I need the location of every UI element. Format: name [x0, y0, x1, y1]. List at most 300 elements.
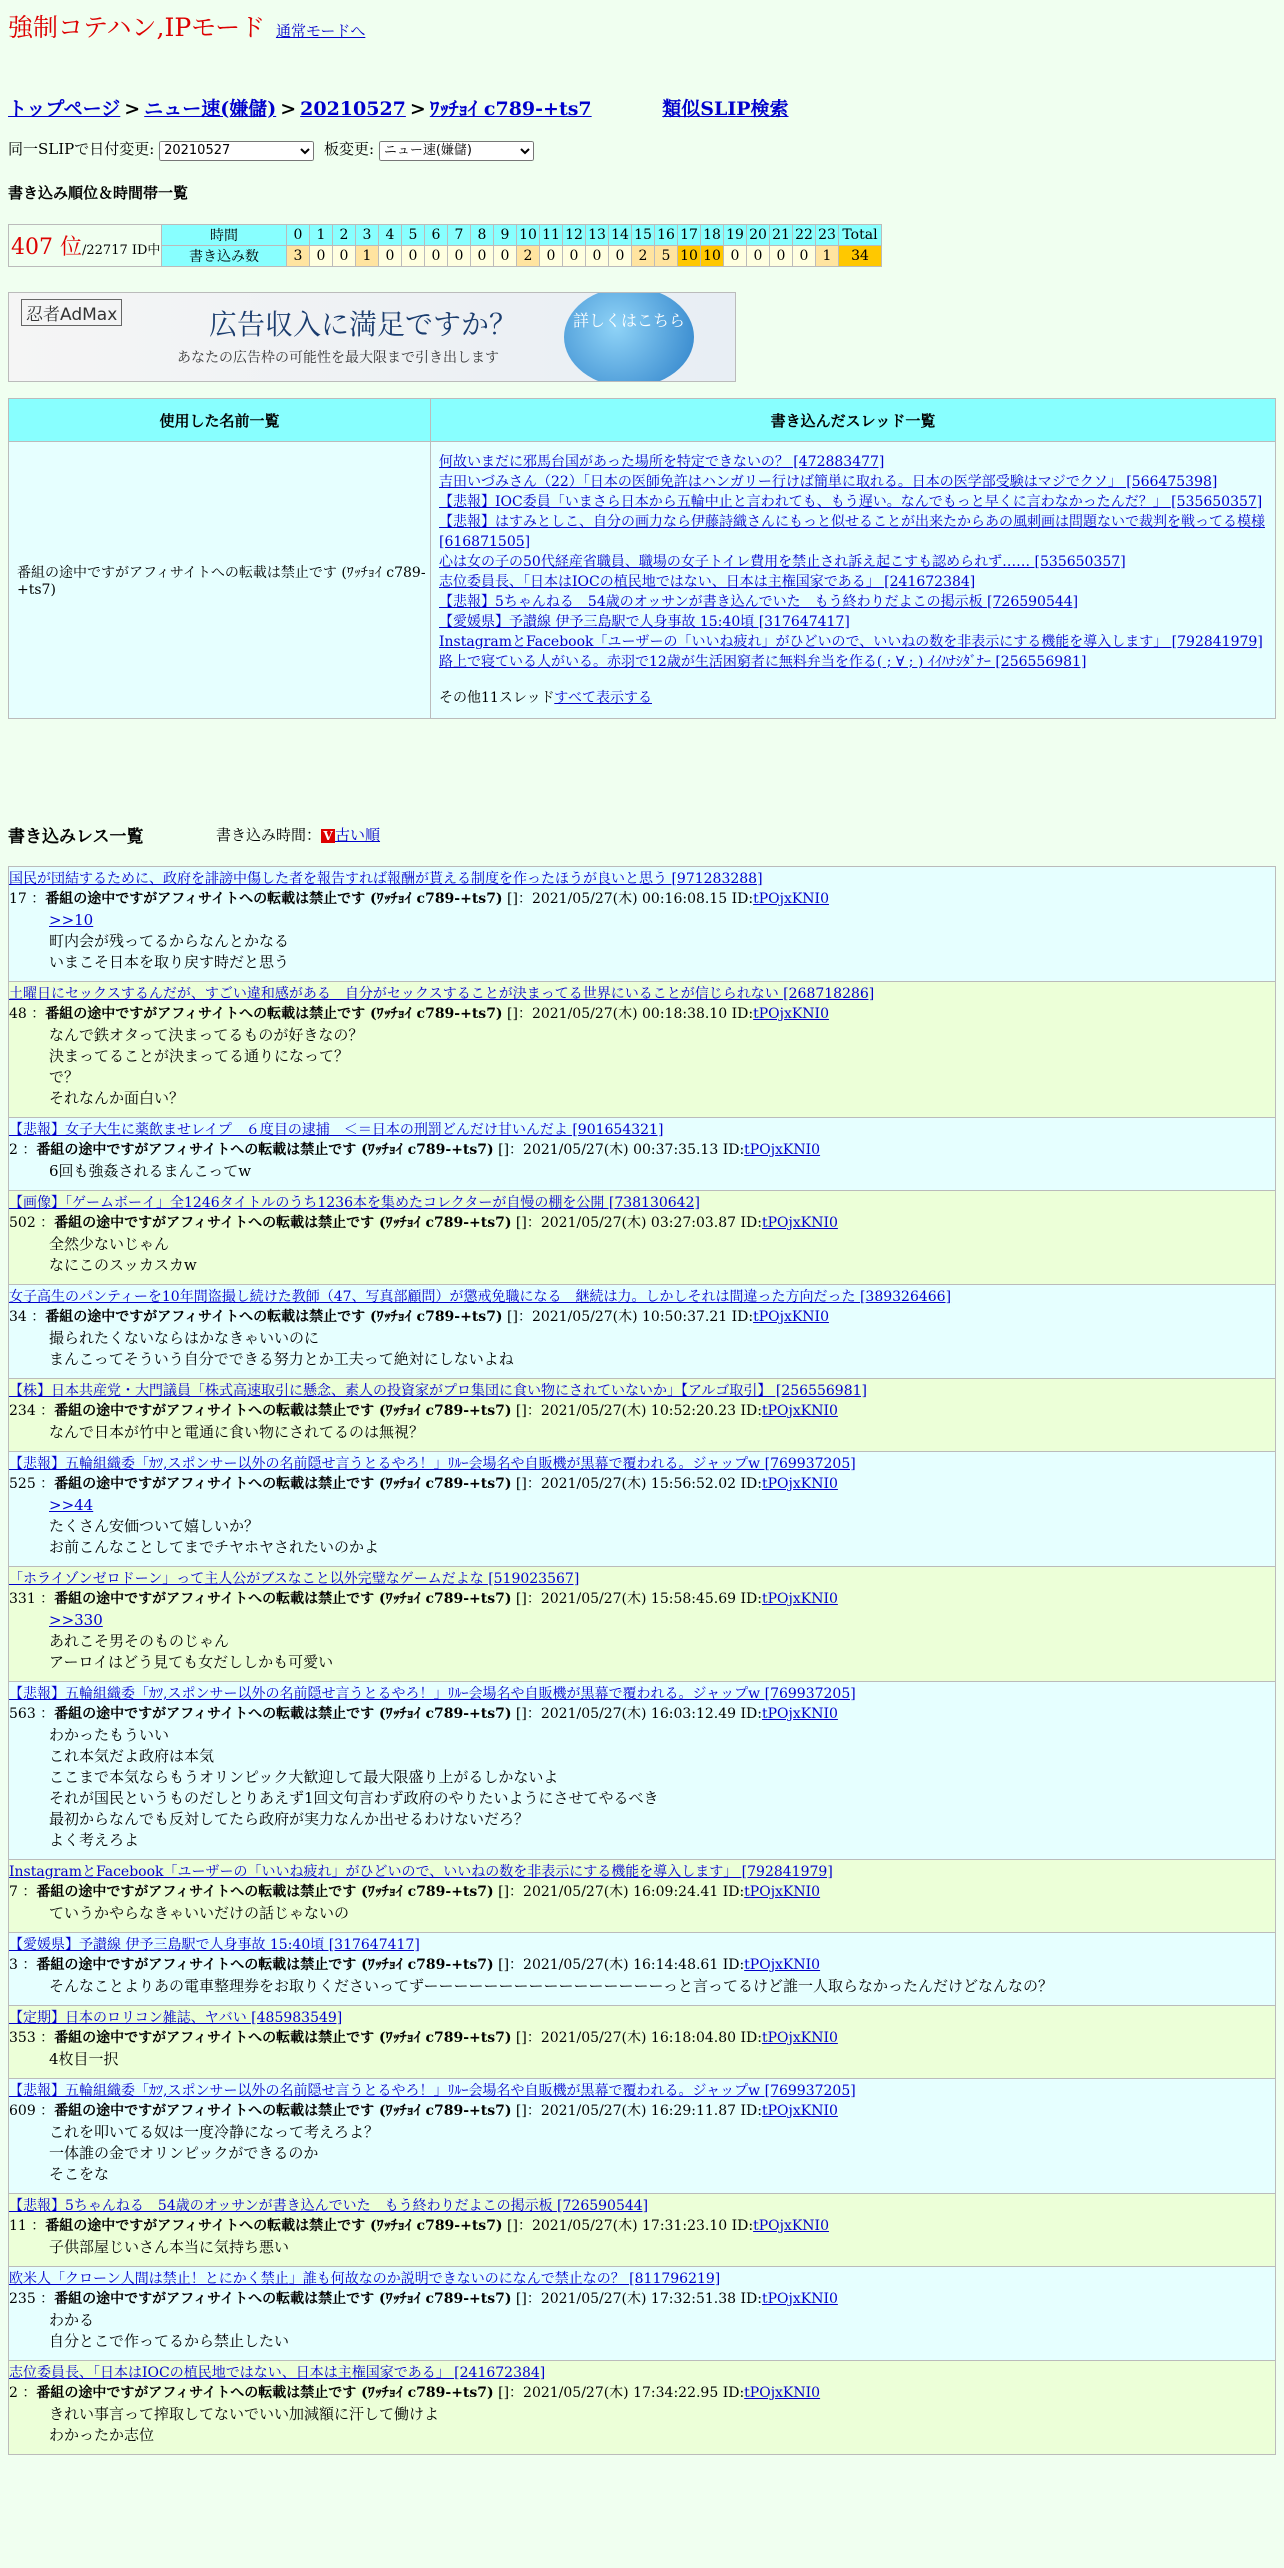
post-number-separator: ：	[35, 1591, 55, 1607]
post-author-name: 番組の途中ですがアフィサイトへの転載は禁止です (ﾜｯﾁｮｲ c789-+ts7)	[54, 2103, 512, 2119]
post-line: それが国民というものだしとりあえず1回文句言わず政府のやりたいようにさせてやるべき	[49, 1789, 659, 1807]
others-line	[439, 688, 1267, 708]
post-item	[8, 1932, 1276, 2005]
post-meta	[9, 1140, 1275, 1161]
post-number-separator: ：	[26, 1006, 46, 1022]
post-line: なにこのスッカスカw	[49, 1256, 197, 1274]
post-line: たくさん安価ついて嬉しいか？	[49, 1517, 260, 1535]
hour-cell: 19	[724, 225, 747, 246]
count-cell: 3	[287, 246, 310, 267]
thread-link[interactable]: 【悲報】はすみとしこ、自分の画力なら伊藤詩織さんにもっと似せることが出来たからあの風刺画は問題ないで裁判を戦ってる模様 [616871505]	[439, 514, 1265, 550]
thread-list-item	[439, 552, 1267, 572]
post-list	[8, 866, 1276, 2455]
post-line: まんこってそういう自分でできる努力とか工夫って絶対にしないよね	[49, 1350, 514, 1368]
post-date: []：2021/05/27(木) 17:31:23.10 ID:	[507, 2218, 754, 2234]
post-date: []：2021/05/27(木) 00:16:08.15 ID:	[507, 891, 754, 907]
date-selector	[8, 138, 314, 161]
hour-cell: 20	[747, 225, 770, 246]
thread-link[interactable]: 【悲報】5ちゃんねる 54歳のオッサンが書き込んでいた もう終わりだよこの掲示板 [726590544]	[439, 594, 1079, 610]
post-line: よく考えろよ	[49, 1831, 140, 1849]
post-line: アーロイはどう見ても女だししかも可愛い	[49, 1653, 334, 1671]
count-cell: 0	[563, 246, 586, 267]
post-line: なんで鉄オタって決まってるものが好きなの？	[49, 1026, 364, 1044]
post-date: []：2021/05/27(木) 16:09:24.41 ID:	[498, 1884, 745, 1900]
post-id-link[interactable]: tPOjxKNI0	[761, 1706, 838, 1722]
thread-list-item	[439, 572, 1267, 592]
post-thread-link[interactable]: 【愛媛県】予讃線 伊予三島駅で人身事故 15:40頃 [317647417]	[9, 1937, 420, 1953]
post-body	[9, 2122, 1275, 2185]
post-thread-title-row	[9, 1454, 1275, 1474]
post-body	[9, 1610, 1275, 1673]
post-meta	[9, 2101, 1275, 2122]
post-thread-title-row	[9, 2081, 1275, 2101]
post-id-link[interactable]: tPOjxKNI0	[761, 1591, 838, 1607]
names-col-header: 使用した名前一覧	[9, 399, 431, 442]
count-cell: 0	[586, 246, 609, 267]
count-label: 書き込み数	[162, 246, 287, 267]
post-body	[9, 1495, 1275, 1558]
post-item	[8, 866, 1276, 981]
post-thread-title-row	[9, 984, 1275, 1004]
post-number-separator: ：	[35, 2103, 55, 2119]
post-anchor-link[interactable]: >>330	[49, 1611, 103, 1629]
post-date: []：2021/05/27(木) 16:14:48.61 ID:	[498, 1957, 745, 1973]
hour-cell: 18	[701, 225, 724, 246]
count-cell: 2	[517, 246, 540, 267]
count-cell: 0	[724, 246, 747, 267]
post-id-link[interactable]: tPOjxKNI0	[761, 2291, 838, 2307]
thread-link[interactable]: 【愛媛県】予讃線 伊予三島駅で人身事故 15:40頃 [317647417]	[439, 614, 850, 630]
post-author-name: 番組の途中ですがアフィサイトへの転載は禁止です (ﾜｯﾁｮｲ c789-+ts7)	[54, 2291, 512, 2307]
board-select[interactable]	[379, 141, 534, 161]
post-thread-link[interactable]: 【悲報】五輪組織委「ｶﾂ,スポンサー以外の名前隠せ言うとるやろ！」ﾘﾙｰ会場名や自販機が黒幕で覆われる。ジャップw [769937205]	[9, 1456, 856, 1472]
hour-cell: 10	[517, 225, 540, 246]
post-line: わかったか志位	[49, 2426, 155, 2444]
post-author-name: 番組の途中ですがアフィサイトへの転載は禁止です (ﾜｯﾁｮｲ c789-+ts7)	[36, 1142, 494, 1158]
post-number: 48	[9, 1006, 27, 1022]
thread-link[interactable]: 心は女の子の50代経産省職員、職場の女子トイレ費用を禁止され訴え起こすも認められず…… [535650357]	[439, 554, 1126, 570]
post-thread-title-row	[9, 2363, 1275, 2383]
post-line: で？	[49, 1068, 80, 1086]
show-all-link[interactable]: すべて表示する	[554, 690, 652, 706]
post-thread-title-row	[9, 2269, 1275, 2289]
post-meta	[9, 2216, 1275, 2237]
hour-cell: 4	[379, 225, 402, 246]
post-item	[8, 1859, 1276, 1932]
thread-list-item	[439, 592, 1267, 612]
post-number-separator: ：	[35, 2030, 55, 2046]
post-id-link[interactable]: tPOjxKNI0	[744, 1142, 821, 1158]
post-thread-link[interactable]: InstagramとFacebook「ユーザーの「いいね疲れ」がひどいので、いいねの数を非表示にする機能を導入します」 [792841979]	[9, 1864, 833, 1880]
post-id-link[interactable]: tPOjxKNI0	[753, 1006, 829, 1022]
post-author-name: 番組の途中ですがアフィサイトへの転載は禁止です (ﾜｯﾁｮｲ c789-+ts7)	[54, 2030, 512, 2046]
post-number: 2	[9, 2385, 18, 2401]
post-line: ていうかやらなきゃいいだけの話じゃないの	[49, 1904, 350, 1922]
threads-col-header: 書き込んだスレッド一覧	[431, 399, 1276, 442]
thread-link[interactable]: 志位委員長、「日本はIOCの植民地ではない、日本は主権国家である」 [241672384]	[439, 574, 976, 590]
post-item	[8, 2360, 1276, 2455]
post-body	[9, 2404, 1275, 2446]
post-number-separator: ：	[35, 1476, 55, 1492]
thread-list-item	[439, 632, 1267, 652]
post-item	[8, 1190, 1276, 1284]
count-cell: 0	[448, 246, 471, 267]
post-body	[9, 1025, 1275, 1109]
post-author-name: 番組の途中ですがアフィサイトへの転載は禁止です (ﾜｯﾁｮｲ c789-+ts7)	[45, 1006, 503, 1022]
post-item	[8, 981, 1276, 1117]
board-selector	[324, 138, 534, 161]
post-meta	[9, 2289, 1275, 2310]
hour-cell: 21	[770, 225, 793, 246]
thread-link[interactable]: 【悲報】IOC委員「いまさら日本から五輪中止と言われても、もう遅い。なんでもっと早くに言わなかったんだ？」 [535650357]	[439, 494, 1263, 510]
post-number-separator: ：	[17, 1957, 37, 1973]
post-number-separator: ：	[26, 891, 46, 907]
post-line: そんなことよりあの電車整理券をお取りくださいってずーーーーーーーーーーーーーーーーっと言ってるけど誰一人取らなかったんだけどなんなの？	[49, 1977, 1053, 1995]
post-item	[8, 1117, 1276, 1190]
thread-link[interactable]: 路上で寝ている人がいる。赤羽で12歳が生活困窮者に無料弁当を作る( ; ∀ ; ) ｲｲﾊﾅｼﾀﾞﾅｰ [256556981]	[439, 654, 1087, 670]
post-number: 34	[9, 1309, 27, 1325]
hour-cell: 15	[632, 225, 655, 246]
post-thread-link[interactable]: 土曜日にセックスするんだが、すごい違和感がある 自分がセックスすることが決まってる世界にいることが信じられない [268718286]	[9, 986, 875, 1002]
post-number-separator: ：	[17, 1884, 37, 1900]
post-thread-link[interactable]: 【悲報】女子大生に薬飲ませレイプ ６度目の逮捕 ＜＝日本の刑罰どんだけ甘いんだよ [901654321]	[9, 1122, 664, 1138]
hour-cell: 0	[287, 225, 310, 246]
post-date: []：2021/05/27(木) 00:18:38.10 ID:	[507, 1006, 754, 1022]
count-cell: 0	[494, 246, 517, 267]
post-number-separator: ：	[35, 1215, 55, 1231]
post-meta	[9, 1401, 1275, 1422]
count-cell: 0	[793, 246, 816, 267]
count-cell: 0	[379, 246, 402, 267]
post-date: []：2021/05/27(木) 15:58:45.69 ID:	[515, 1591, 762, 1607]
post-item	[8, 1681, 1276, 1859]
count-cell: 1	[356, 246, 379, 267]
post-line: 最初からなんでも反対してたら政府が実力なんか出せるわけないだろ？	[49, 1810, 530, 1828]
post-date: []：2021/05/27(木) 10:52:20.23 ID:	[515, 1403, 762, 1419]
count-cell: 0	[770, 246, 793, 267]
post-date: []：2021/05/27(木) 16:03:12.49 ID:	[515, 1706, 762, 1722]
post-meta	[9, 889, 1275, 910]
post-number: 563	[9, 1706, 36, 1722]
post-date: []：2021/05/27(木) 17:34:22.95 ID:	[498, 2385, 745, 2401]
thread-list-item	[439, 512, 1267, 552]
post-item	[8, 1284, 1276, 1378]
count-cell: 1	[816, 246, 839, 267]
thread-list	[431, 442, 1276, 719]
post-number-separator: ：	[26, 1309, 46, 1325]
post-id-link[interactable]: tPOjxKNI0	[744, 1884, 821, 1900]
post-line: 決まってることが決まってる通りになって？	[49, 1047, 350, 1065]
post-author-name: 番組の途中ですがアフィサイトへの転載は禁止です (ﾜｯﾁｮｲ c789-+ts7)	[54, 1476, 512, 1492]
post-body	[9, 1161, 1275, 1182]
post-line: 町内会が残ってるからなんとかなる	[49, 932, 290, 950]
post-id-link[interactable]: tPOjxKNI0	[761, 2103, 838, 2119]
post-line: 撮られたくないならはかなきゃいいのに	[49, 1329, 320, 1347]
post-line: そこをな	[49, 2165, 110, 2183]
post-meta	[9, 1004, 1275, 1025]
rank-cell	[9, 225, 162, 267]
sort-order-link[interactable]: 古い順	[335, 826, 381, 844]
ad-banner[interactable]	[8, 292, 736, 382]
post-date: []：2021/05/27(木) 03:27:03.87 ID:	[515, 1215, 762, 1231]
ad-cta-button[interactable]: 詳しくはこちら	[564, 292, 694, 382]
post-number: 7	[9, 1884, 18, 1900]
post-thread-link[interactable]: 「ホライゾンゼロドーン」って主人公がブスなこと以外完璧なゲームだよな [519023567]	[9, 1571, 580, 1587]
post-number-separator: ：	[35, 1706, 55, 1722]
hour-cell: 23	[816, 225, 839, 246]
post-body	[9, 1234, 1275, 1276]
count-cell: 5	[655, 246, 678, 267]
post-body	[9, 910, 1275, 973]
post-item	[8, 2005, 1276, 2078]
post-item	[8, 2078, 1276, 2193]
post-number-separator: ：	[35, 2291, 55, 2307]
hour-cell: 22	[793, 225, 816, 246]
hour-cell: 12	[563, 225, 586, 246]
post-date: []：2021/05/27(木) 16:29:11.87 ID:	[515, 2103, 762, 2119]
post-meta	[9, 1704, 1275, 1725]
breadcrumb-top[interactable]: トップページ	[8, 98, 121, 120]
post-body	[9, 1328, 1275, 1370]
post-number-separator: ：	[35, 1403, 55, 1419]
post-line: 全然少ないじゃん	[49, 1235, 170, 1253]
post-number: 17	[9, 891, 27, 907]
post-thread-link[interactable]: 女子高生のパンティーを10年間盗撮し続けた教師（47、写真部顧問）が懲戒免職になる 継続は力。しかしそれは間違った方向だった [389326466]	[9, 1289, 952, 1305]
post-date: []：2021/05/27(木) 15:56:52.02 ID:	[515, 1476, 762, 1492]
post-author-name: 番組の途中ですがアフィサイトへの転載は禁止です (ﾜｯﾁｮｲ c789-+ts7)	[54, 1591, 512, 1607]
sort-icon: V	[321, 829, 335, 843]
post-thread-link[interactable]: 【定期】日本のロリコン雑誌、ヤバい [485983549]	[9, 2010, 343, 2026]
post-item	[8, 2193, 1276, 2266]
thread-link[interactable]: 何故いまだに邪馬台国があった場所を特定できないの？ [472883477]	[439, 454, 885, 470]
post-body	[9, 2049, 1275, 2070]
post-meta	[9, 1307, 1275, 1328]
post-line: 4枚目一択	[49, 2050, 119, 2068]
hour-cell: 17	[678, 225, 701, 246]
hour-cell: 16	[655, 225, 678, 246]
post-author-name: 番組の途中ですがアフィサイトへの転載は禁止です (ﾜｯﾁｮｲ c789-+ts7)	[45, 891, 503, 907]
post-meta	[9, 2028, 1275, 2049]
hour-cell: 2	[333, 225, 356, 246]
post-date: []：2021/05/27(木) 16:18:04.80 ID:	[515, 2030, 762, 2046]
post-body	[9, 2310, 1275, 2352]
post-author-name: 番組の途中ですがアフィサイトへの転載は禁止です (ﾜｯﾁｮｲ c789-+ts7)	[36, 1957, 494, 1973]
post-number: 331	[9, 1591, 36, 1607]
count-cell: 0	[310, 246, 333, 267]
thread-list-item	[439, 652, 1267, 672]
post-line: 一体誰の金でオリンピックができるのか	[49, 2144, 319, 2162]
post-id-link[interactable]: tPOjxKNI0	[753, 2218, 829, 2234]
post-meta	[9, 1213, 1275, 1234]
post-thread-title-row	[9, 1193, 1275, 1213]
post-author-name: 番組の途中ですがアフィサイトへの転載は禁止です (ﾜｯﾁｮｲ c789-+ts7)	[36, 1884, 494, 1900]
post-item	[8, 1451, 1276, 1566]
post-author-name: 番組の途中ですがアフィサイトへの転載は禁止です (ﾜｯﾁｮｲ c789-+ts7)	[45, 1309, 503, 1325]
post-thread-title-row	[9, 2008, 1275, 2028]
post-line: ここまで本気ならもうオリンピック大歓迎して最大限盛り上がるしかないよ	[49, 1768, 559, 1786]
post-thread-title-row	[9, 1862, 1275, 1882]
count-cell: 0	[425, 246, 448, 267]
total-value: 34	[839, 246, 882, 267]
post-author-name: 番組の途中ですがアフィサイトへの転載は禁止です (ﾜｯﾁｮｲ c789-+ts7)	[54, 1215, 512, 1231]
breadcrumb-slip[interactable]: ﾜｯﾁｮｲ c789-+ts7	[429, 98, 592, 120]
sort-order-label: 書き込み時間：	[216, 826, 322, 844]
post-number: 525	[9, 1476, 36, 1492]
hour-cell: 11	[540, 225, 563, 246]
post-line: いまこそ日本を取り戻す時だと思う	[49, 953, 290, 971]
post-date: []：2021/05/27(木) 17:32:51.38 ID:	[515, 2291, 762, 2307]
post-date: []：2021/05/27(木) 00:37:35.13 ID:	[498, 1142, 745, 1158]
thread-link[interactable]: 吉田いづみさん（22）「日本の医師免許はハンガリー行けば簡単に取れる。日本の医学部受験はマジでクソ」 [566475398]	[439, 474, 1218, 490]
post-author-name: 番組の途中ですがアフィサイトへの転載は禁止です (ﾜｯﾁｮｲ c789-+ts7)	[54, 1403, 512, 1419]
post-author-name: 番組の途中ですがアフィサイトへの転載は禁止です (ﾜｯﾁｮｲ c789-+ts7)	[54, 1706, 512, 1722]
post-number: 609	[9, 2103, 36, 2119]
post-thread-title-row	[9, 1381, 1275, 1401]
post-number: 353	[9, 2030, 36, 2046]
count-cell: 0	[747, 246, 770, 267]
thread-list-item	[439, 452, 1267, 472]
normal-mode-link[interactable]: 通常モードへ	[275, 22, 366, 40]
post-id-link[interactable]: tPOjxKNI0	[761, 1403, 838, 1419]
total-label: Total	[839, 225, 882, 246]
post-body	[9, 2237, 1275, 2258]
post-anchor-link[interactable]: >>44	[49, 1496, 94, 1514]
ranking-section-title: 書き込み順位＆時間帯一覧	[8, 184, 189, 202]
post-id-link[interactable]: tPOjxKNI0	[753, 891, 829, 907]
hour-cell: 14	[609, 225, 632, 246]
post-body	[9, 1903, 1275, 1924]
thread-link[interactable]: InstagramとFacebook「ユーザーの「いいね疲れ」がひどいので、いいねの数を非表示にする機能を導入します」 [792841979]	[439, 634, 1263, 650]
hour-cell: 3	[356, 225, 379, 246]
rank-total-ids: /22717 ID中	[82, 243, 161, 258]
count-cell: 0	[471, 246, 494, 267]
post-id-link[interactable]: tPOjxKNI0	[761, 1476, 838, 1492]
ad-headline: 広告収入に満足ですか？	[209, 308, 518, 341]
post-thread-link[interactable]: 【悲報】五輪組織委「ｶﾂ,スポンサー以外の名前隠せ言うとるやろ！」ﾘﾙｰ会場名や自販機が黒幕で覆われる。ジャップw [769937205]	[9, 2083, 856, 2099]
post-id-link[interactable]: tPOjxKNI0	[744, 1957, 821, 1973]
post-body	[9, 1976, 1275, 1997]
post-list-title: 書き込みレス一覧	[8, 827, 144, 847]
post-line: 子供部屋じいさん本当に気持ち悪い	[49, 2238, 290, 2256]
post-line: お前こんなことしてまでチヤホヤされたいのかよ	[49, 1538, 380, 1556]
post-body	[9, 1725, 1275, 1851]
similar-slip-search-link[interactable]: 類似SLIP検索	[662, 98, 789, 120]
post-number-separator: ：	[17, 1142, 37, 1158]
post-id-link[interactable]: tPOjxKNI0	[761, 2030, 838, 2046]
post-number-separator: ：	[17, 2385, 37, 2401]
board-selector-label: 板変更:	[324, 140, 375, 158]
post-date: []：2021/05/27(木) 10:50:37.21 ID:	[507, 1309, 754, 1325]
post-number-separator: ：	[26, 2218, 46, 2234]
post-meta	[9, 1882, 1275, 1903]
post-line: わかる	[49, 2311, 95, 2329]
rank-value: 407 位	[11, 235, 82, 260]
post-line: これを叩いてる奴は一度冷静になって考えろよ？	[49, 2123, 380, 2141]
hour-label: 時間	[162, 225, 287, 246]
mode-title: 強制コテハン,IPモード	[8, 13, 266, 42]
post-line: 6回も強姦されるまんこってw	[49, 1162, 252, 1180]
post-meta	[9, 1955, 1275, 1976]
hour-cell: 1	[310, 225, 333, 246]
post-number: 234	[9, 1403, 36, 1419]
post-thread-link[interactable]: 欧米人「クローン人間は禁止！とにかく禁止」誰も何故なのか説明できないのになんで禁止なの？ [811796219]	[9, 2271, 721, 2287]
post-thread-link[interactable]: 志位委員長、「日本はIOCの植民地ではない、日本は主権国家である」 [241672384]	[9, 2365, 546, 2381]
post-line: きれい事言って搾取してないでいい加減額に汗して働けよ	[49, 2405, 440, 2423]
count-cell: 2	[632, 246, 655, 267]
post-thread-link[interactable]: 【悲報】五輪組織委「ｶﾂ,スポンサー以外の名前隠せ言うとるやろ！」ﾘﾙｰ会場名や自販機が黒幕で覆われる。ジャップw [769937205]	[9, 1686, 856, 1702]
post-id-link[interactable]: tPOjxKNI0	[744, 2385, 821, 2401]
post-id-link[interactable]: tPOjxKNI0	[753, 1309, 829, 1325]
hour-cell: 9	[494, 225, 517, 246]
post-number: 11	[9, 2218, 27, 2234]
post-thread-title-row	[9, 1569, 1275, 1589]
post-body	[9, 1422, 1275, 1443]
ranking-table	[8, 224, 882, 267]
post-thread-title-row	[9, 1120, 1275, 1140]
post-thread-link[interactable]: 【悲報】5ちゃんねる 54歳のオッサンが書き込んでいた もう終わりだよこの掲示板 [726590544]	[9, 2198, 649, 2214]
post-item	[8, 1378, 1276, 1451]
post-line: それなんか面白い？	[49, 1089, 185, 1107]
ad-logo: 忍者AdMax	[21, 299, 122, 326]
post-thread-link[interactable]: 【画像】「ゲームボーイ」全1246タイトルのうち1236本を集めたコレクターが自慢の棚を公開 [738130642]	[9, 1195, 700, 1211]
count-cell: 0	[402, 246, 425, 267]
thread-list-item	[439, 472, 1267, 492]
ad-subline: あなたの広告枠の可能性を最大限まで引き出します	[177, 350, 499, 366]
post-meta	[9, 2383, 1275, 2404]
date-select[interactable]	[159, 141, 314, 161]
date-selector-label: 同一SLIPで日付変更:	[8, 140, 155, 158]
post-meta	[9, 1589, 1275, 1610]
others-prefix: その他11スレッド	[439, 690, 555, 706]
hour-cell: 7	[448, 225, 471, 246]
post-id-link[interactable]: tPOjxKNI0	[761, 1215, 838, 1231]
post-item	[8, 2266, 1276, 2360]
post-line: 自分とこで作ってるから禁止したい	[49, 2332, 290, 2350]
hour-cell: 13	[586, 225, 609, 246]
post-line: わかったもういい	[49, 1726, 170, 1744]
post-number: 2	[9, 1142, 18, 1158]
post-thread-title-row	[9, 2196, 1275, 2216]
hour-cell: 8	[471, 225, 494, 246]
post-number: 3	[9, 1957, 18, 1973]
post-author-name: 番組の途中ですがアフィサイトへの転載は禁止です (ﾜｯﾁｮｲ c789-+ts7)	[45, 2218, 503, 2234]
post-thread-title-row	[9, 1684, 1275, 1704]
post-line: なんで日本が竹中と電通に食い物にされてるのは無視？	[49, 1423, 425, 1441]
hour-cell: 6	[425, 225, 448, 246]
count-cell: 10	[678, 246, 701, 267]
breadcrumb-board[interactable]: ニュー速(嫌儲)	[144, 98, 277, 120]
names-table	[8, 398, 1276, 719]
post-anchor-link[interactable]: >>10	[49, 911, 94, 929]
post-item	[8, 1566, 1276, 1681]
hour-cell: 5	[402, 225, 425, 246]
breadcrumb: トップページ > ニュー速(嫌儲) > 20210527 > ﾜｯﾁｮｲ c789-+ts7 類似SLIP検索	[8, 98, 789, 120]
breadcrumb-date[interactable]: 20210527	[300, 98, 406, 120]
used-name: 番組の途中ですがアフィサイトへの転載は禁止です (ﾜｯﾁｮｲ c789-+ts7)	[9, 442, 431, 719]
post-line: あれこそ男そのものじゃん	[49, 1632, 230, 1650]
page-header	[8, 8, 365, 44]
thread-list-item	[439, 492, 1267, 512]
post-author-name: 番組の途中ですがアフィサイトへの転載は禁止です (ﾜｯﾁｮｲ c789-+ts7)	[36, 2385, 494, 2401]
post-number: 235	[9, 2291, 36, 2307]
post-thread-link[interactable]: 【株】日本共産党・大門議員「株式高速取引に懸念、素人の投資家がプロ集団に食い物にされていないか」【アルゴ取引】 [256556981]	[9, 1383, 867, 1399]
post-thread-link[interactable]: 国民が団結するために、政府を誹謗中傷した者を報告すれば報酬が貰える制度を作ったほうが良いと思う [971283288]	[9, 871, 763, 887]
post-meta	[9, 1474, 1275, 1495]
sort-order	[216, 824, 380, 845]
count-cell: 0	[333, 246, 356, 267]
count-cell: 0	[540, 246, 563, 267]
post-line: これ本気だよ政府は本気	[49, 1747, 215, 1765]
